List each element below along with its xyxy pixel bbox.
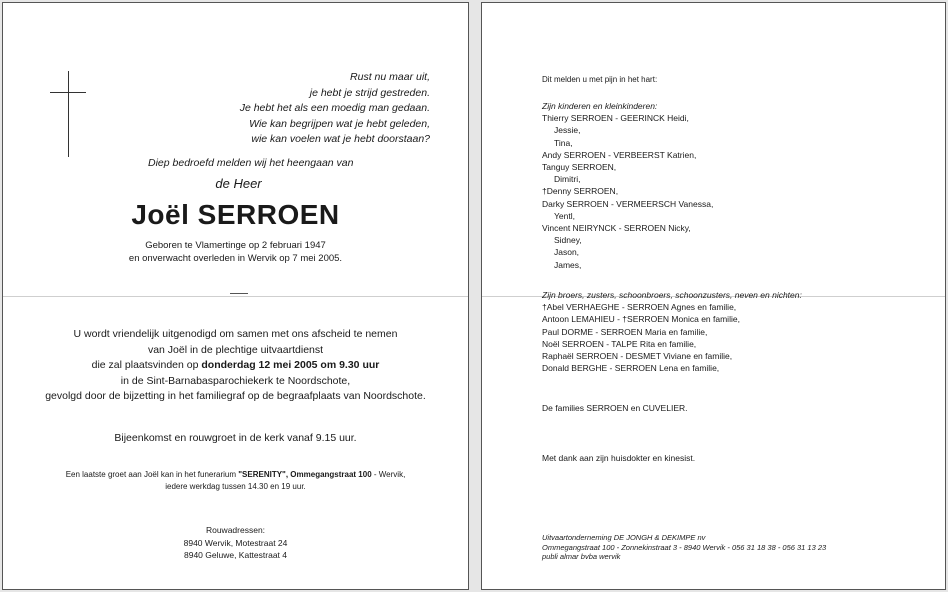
list-item: Tanguy SERROEN, (542, 162, 617, 173)
poem-line: Rust nu maar uit, (350, 71, 430, 83)
funerarium-suffix: - Wervik, (371, 470, 406, 479)
families: De families SERROEN en CUVELIER. (542, 403, 688, 413)
left-page (2, 2, 469, 590)
poem (240, 70, 430, 148)
address-line: 8940 Wervik, Motestraat 24 (183, 537, 288, 548)
list-item: †Denny SERROEN, (542, 186, 619, 197)
list-item: Raphaël SERROEN - DESMET Viviane en familie, (542, 351, 733, 362)
invite-date: donderdag 12 mei 2005 om 9.30 uur (201, 359, 380, 371)
list-item: Antoon LEMAHIEU - †SERROEN Monica en familie, (542, 314, 740, 325)
life-dates (3, 240, 468, 265)
cross-icon (68, 71, 69, 157)
address-line: 8940 Geluwe, Kattestraat 4 (183, 550, 287, 560)
invite-line: gevolgd door de bijzetting in het familiegraf op de begraafplaats van Noordschote. (45, 390, 426, 402)
list-item: †Abel VERHAEGHE - SERROEN Agnes en familie, (542, 302, 737, 313)
list-item: Andy SERROEN - VERBEERST Katrien, (542, 149, 697, 160)
siblings-list (542, 289, 802, 374)
invite-date-line (3, 358, 468, 374)
list-item: Yentl, (554, 210, 575, 221)
siblings-heading: Zijn broers, zusters, schoonbroers, schoonzusters, neven en nichten: (542, 290, 802, 300)
poem-line: Wie kan begrijpen wat je hebt geleden, (249, 117, 430, 130)
divider (230, 293, 248, 294)
invitation (3, 327, 468, 405)
funerarium-prefix: Een laatste groet aan Joël kan in het funerarium (65, 470, 239, 479)
undertaker-line: Ommegangstraat 100 - Zonnekinstraat 3 - 8940 Wervik - 056 31 18 38 - 056 31 13 23 (542, 542, 827, 552)
cross-icon-bar (50, 92, 86, 93)
list-item: Donald BERGHE - SERROEN Lena en familie, (542, 363, 720, 374)
undertaker-info (542, 533, 826, 562)
list-item: Jessie, (554, 125, 581, 136)
right-page (481, 2, 946, 590)
invite-line: van Joël in de plechtige uitvaartdienst (147, 343, 324, 356)
list-item: Thierry SERROEN - GEERINCK Heidi, (542, 113, 689, 124)
funerarium-line (3, 469, 468, 481)
address-title: Rouwadressen: (205, 525, 266, 535)
list-item: Darky SERROEN - VERMEERSCH Vanessa, (542, 198, 714, 209)
invite-line: in de Sint-Barnabasparochiekerk te Noordschote, (120, 374, 351, 387)
list-item: Vincent NEIRYNCK - SERROEN Nicky, (542, 223, 691, 234)
list-item: Tina, (554, 137, 573, 148)
honorific-row (3, 176, 468, 191)
death-line: en onverwacht overleden in Wervik op 7 mei 2005. (128, 252, 343, 264)
list-item: Noël SERROEN - TALPE Rita en familie, (542, 338, 697, 349)
invite-line: U wordt vriendelijk uitgenodigd om samen met ons afscheid te nemen (73, 328, 398, 340)
list-item: Jason, (554, 247, 580, 258)
invite-date-prefix: die zal plaatsvinden op (91, 359, 202, 371)
funerarium-name: "SERENITY", Ommegangstraat 100 (238, 470, 372, 479)
intro: Dit melden u met pijn in het hart: (542, 75, 658, 84)
children-list (542, 100, 713, 271)
list-item: James, (554, 259, 582, 270)
mourning-addresses (3, 524, 468, 562)
funerarium-hours: iedere werkdag tussen 14.30 en 19 uur. (165, 481, 306, 491)
poem-line: je hebt je strijd gestreden. (309, 86, 430, 99)
birth-line: Geboren te Vlamertinge op 2 februari 1947 (145, 240, 326, 251)
fold-line (3, 296, 468, 297)
funerarium-info (3, 469, 468, 492)
undertaker-line: Uitvaartonderneming DE JONGH & DEKIMPE nv (542, 533, 706, 542)
undertaker-line: publi almar bvba wervik (542, 552, 621, 561)
children-heading: Zijn kinderen en kleinkinderen: (542, 101, 658, 111)
honorific: de Heer (215, 176, 262, 191)
announcement: Diep bedroefd melden wij het heengaan van (148, 157, 354, 169)
list-item: Dimitri, (554, 174, 581, 185)
gathering: Bijeenkomst en rouwgroet in de kerk vanaf 9.15 uur. (114, 432, 357, 444)
poem-line: Je hebt het als een moedig man gedaan. (239, 102, 430, 114)
list-item: Paul DORME - SERROEN Maria en familie, (542, 326, 708, 337)
poem-line: wie kan voelen wat je hebt doorstaan? (251, 133, 430, 145)
thanks: Met dank aan zijn huisdokter en kinesist. (542, 453, 696, 463)
deceased-name: Joël SERROEN (131, 199, 340, 230)
list-item: Sidney, (554, 235, 582, 246)
